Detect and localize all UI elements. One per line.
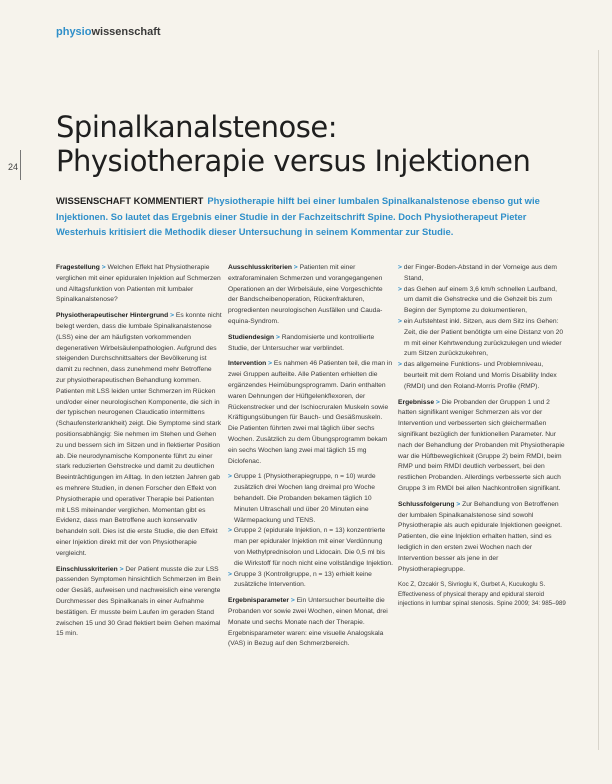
arrow-icon: > [435, 398, 440, 406]
bullet-icon: > [398, 361, 404, 369]
article-lead [56, 193, 556, 240]
paragraph-hintergrund: Physiotherapeutischer Hintergrund > Es konnte nicht belegt werden, dass die lumbale Spinalkanalstenose (LSS) eine der am häufigsten vorkommenden degenerativen Wirbelsäulenpathologien. Aufgrund des steigenden Durchschnittsalters der Bevölkerung ist damit zu rechnen, dass zunehmend mehr Betroffene zur physiotherapeutischen Behandlung kommen. Patienten mit LSS leiden unter Schmerzen im Rücken und/oder einer neurologischen Komponente, die sich in der typischen neurogenen Claudicatio intermittens (Schaufensterkrankheit) zeigt. Die Symptome sind stark positionsabhängig: Sie nehmen im Stehen und Gehen zu und bessern sich im Sitzen und in flektierter Position ab. Die neurodynamische Komponente führt zu einer stark reduzierten Gehstrecke und damit zu deutlichen Beeinträchtigungen im Alltag. In den letzten Jahren gab es mehrere Studien, in denen Forscher den Effekt von Physiotherapie und operativer Therapie bei Patienten mit LSS miteinander verglichen. Momentan gibt es Evidenz, dass man Betroffene auch konservativ behandeln soll. Dies ist die erste Studie, die den Effekt einer Injektion direkt mit der von Physiotherapie vergleicht. [56, 312, 222, 557]
page-edge-divider [598, 50, 599, 750]
paragraph-ergebnisse: Ergebnisse > Die Probanden der Gruppen 1 und 2 hatten signifikant weniger Schmerzen als vor der Intervention und verbesserten sich gleichermaßen signifikant bezüglich der funktionellen Parameter. Nur nach der Behandlung der Probanden mit Physiotherapie war die Hüftbeweglichkeit (Gruppe 2) beim RMDI, beim RMP und beim RMDI deutlich verbessert, bei den restlichen Probanden. Allerdings verbesserte sich auch Gruppe 3 im RMDI bei allen Nachkontrollen signifikant. [398, 398, 565, 492]
paragraph-studiendesign: Studiendesign > Randomisierte und kontrollierte Studie, der Untersucher war verblindet. [228, 333, 375, 352]
paragraph-intervention: Intervention > Es nahmen 46 Patienten teil, die man in zwei Gruppen aufteilte. Alle Patienten erhielten die ergänzendes Heimübungsprogramm. Darin enthalten waren Dehnungen der Hüftgelenkflexoren, der Rückenstrecker und der Ischiocruralen Muskeln sowie Kräftigungsübungen für Bauch- und Gesäßmuskeln. Die Patienten führten zwei mal täglich über sechs Wochen. Zusätzlich zu dem Übungsprogramm bekam ein sechs Wochen lang zwei mal täglich 15 mg Diclofenac. [228, 360, 393, 465]
list-item: > Gruppe 1 (Physiotherapiegruppe, n = 10) wurde zusätzlich drei Wochen lang dreimal pro Woche behandelt. Die Probanden bekamen täglich 10 Minuten Ultraschall und über 20 Minuten eine Wärmepackung und TENS. [228, 473, 376, 524]
article-title [56, 110, 530, 178]
list-item: > Gruppe 3 (Kontrollgruppe, n = 13) erhielt keine zusätzliche Intervention. [228, 570, 372, 589]
arrow-icon: > [456, 500, 461, 508]
parameter-list [398, 263, 566, 393]
bullet-icon: > [398, 285, 404, 293]
list-item: > der Finger-Boden-Abstand in der Vorneige aus dem Stand, [398, 264, 557, 282]
list-item: > das Gehen auf einem 3,6 km/h schnellen Laufband, um damit die Gehstrecke und die Gehzeit bis zum Beginn der Symptome zu dokumentieren, [398, 285, 557, 315]
list-item: > Gruppe 2 (epidurale Injektion, n = 13) konzentrierte man per epiduraler Injektion mit einer Verdünnung von Methylprednisolon und Lidocain. Die 0,5 ml bis die Wirkstoff für noch nicht eine vollständige Injektion. [228, 527, 393, 567]
page-marker-line [20, 150, 21, 180]
column-1 [56, 263, 222, 645]
group-list [228, 472, 394, 591]
arrow-icon: > [119, 565, 124, 573]
arrow-icon: > [290, 597, 295, 605]
paragraph-ausschluss: Ausschlusskriterien > Patienten mit einer extraforaminalen Schmerzen und vorangegangenen Operationen an der Wirbelsäule, eine Vorgeschichte der Bandscheibenoperation, Rückenfrakturen, progredienten neurologischen Ausfällen und Cauda-equina-Syndrom. [228, 264, 383, 325]
bullet-icon: > [228, 527, 234, 535]
title-line-2: Physiotherapie versus Injektionen [56, 144, 531, 178]
rubric-prefix: physio [56, 26, 92, 38]
bullet-icon: > [398, 317, 404, 325]
column-2 [228, 263, 394, 655]
paragraph-ergebnisparameter: Ergebnisparameter > Ein Untersucher beurteilte die Probanden vor sowie zwei Wochen, einen Monat, drei Monate und sechs Monate nach der Therapie. Ergebnisparameter waren: eine visuelle Analogskala (VAS) in Bezug auf den Schmerzbereich. [228, 597, 388, 648]
arrow-icon: > [275, 333, 280, 341]
lead-tag: WISSENSCHAFT KOMMENTIERT [56, 195, 204, 206]
list-item: > ein Aufstehtest inkl. Sitzen, aus dem Sitz ins Gehen: Zeit, die der Patient benötigte um eine Distanz von 20 m mit einer Kehrtwendung zurückzulegen und wieder zum Sitzen zurückzukehren, [398, 317, 564, 358]
reference: Koc Z, Ozcakir S, Sivrioglu K, Gurbet A, Kucukoglu S. Effectiveness of physical therapy and epidural steroid injections in lumbar spinal stenosis. Spine 2009; 34: 985–989 [398, 581, 566, 608]
title-line-1: Spinalkanalstenose: [56, 110, 338, 144]
section-rubric [56, 26, 161, 38]
bullet-icon: > [398, 264, 404, 271]
arrow-icon: > [293, 264, 298, 271]
arrow-icon: > [101, 264, 106, 271]
page-number: 24 [8, 162, 19, 172]
bullet-icon: > [228, 473, 234, 481]
lead-text: Physiotherapie hilft bei einer lumbalen Spinalkanalstenose ebenso gut wie Injektionen. So lautet das Ergebnis einer Studie in der Fachzeitschrift Spine. Doch Physiotherapeut Pieter Westerhuis kritisiert die Methodik dieser Untersuchung in seinem Kommentar zur Studie. [56, 195, 540, 237]
arrow-icon: > [268, 360, 273, 368]
paragraph-einschluss: Einschlusskriterien > Der Patient musste die zur LSS passenden Symptomen hinsichtlich Schmerzen im Bein oder Gesäß, aufweisen und nachweislich eine verengte Durchmesser des Spinalkanals in einer Aufnahme bestätigen. Er musste beim Laufen im geraden Stand zwischen 15 und 30 Grad flektiert beim Gehen maximal 15 min. [56, 565, 221, 638]
list-item: > das allgemeine Funktions- und Problemniveau, beurteilt mit dem Roland und Morris Disability Index (RMDI) und den Roland-Morris Profile (RMP). [398, 361, 557, 390]
rubric-suffix: wissenschaft [91, 26, 161, 38]
arrow-icon: > [170, 312, 174, 320]
column-3 [398, 263, 566, 614]
bullet-icon: > [228, 570, 234, 578]
paragraph-fragestellung: Fragestellung > Welchen Effekt hat Physiotherapie verglichen mit einer epiduralen Injektion auf Schmerzen und Alltagsfunktion von Patienten mit lumbaler Spinalkanalstenose? [56, 264, 221, 304]
paragraph-schlussfolgerung: Schlussfolgerung > Zur Behandlung von Betroffenen der lumbalen Spinalkanalstenose sind sowohl Physiotherapie als auch epidurale Injektionen geeignet. Patienten, die eine Injektion erhalten hatten, sind es lediglich in den ersten zwei Wochen nach der Intervention besser als jene in der Physiotherapiegruppe. [398, 500, 562, 573]
